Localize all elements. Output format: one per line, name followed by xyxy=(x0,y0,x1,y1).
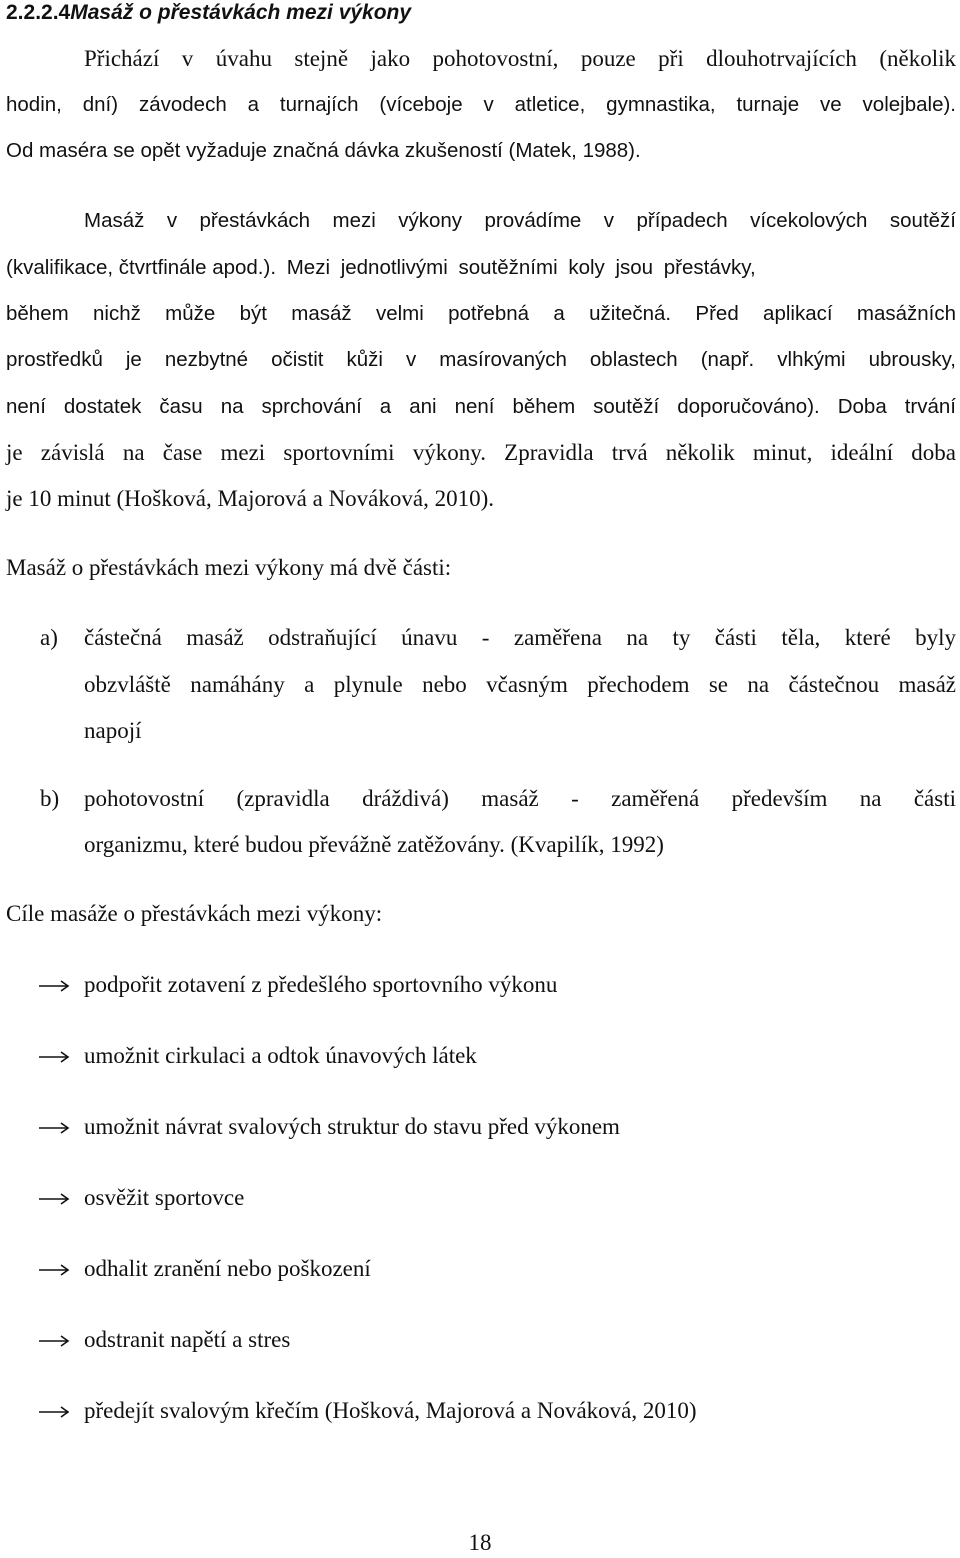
paragraph-2-line-6: je závislá na čase mezi sportovními výkony. Zpravidla trvá několik minut, ideální doba xyxy=(6,440,956,465)
paragraph-1-line-3: Od maséra se opět vyžaduje značná dávka zkušeností (Matek, 1988). xyxy=(6,139,641,162)
section-number: 2.2.2.4 xyxy=(6,1,71,24)
paragraph-2-line-1: Masáž v přestávkách mezi výkony provádíme v případech vícekolových soutěží xyxy=(84,209,956,232)
right-arrow-icon xyxy=(38,1334,70,1348)
page-number: 18 xyxy=(468,1530,492,1555)
right-arrow-icon xyxy=(38,1405,70,1419)
goals-intro: Cíle masáže o přestávkách mezi výkony: xyxy=(6,901,383,926)
goal-item-4: osvěžit sportovce xyxy=(84,1185,245,1210)
list-item-a-marker: a) xyxy=(40,625,58,650)
list-item-b-line-1: pohotovostní (zpravidla dráždivá) masáž - zaměřená především na části xyxy=(84,786,956,811)
right-arrow-icon xyxy=(38,1121,70,1135)
paragraph-2-line-7: je 10 minut (Hošková, Majorová a Nováková, 2010). xyxy=(6,486,495,511)
right-arrow-icon xyxy=(38,1050,70,1064)
parts-intro: Masáž o přestávkách mezi výkony má dvě části: xyxy=(6,555,452,580)
right-arrow-icon xyxy=(38,979,70,993)
list-item-a-line-3: napojí xyxy=(84,718,142,743)
list-item-b-marker: b) xyxy=(40,786,60,811)
goal-item-1: podpořit zotavení z předešlého sportovního výkonu xyxy=(84,972,558,997)
goal-item-2: umožnit cirkulaci a odtok únavových látek xyxy=(84,1043,477,1068)
goal-item-3: umožnit návrat svalových struktur do stavu před výkonem xyxy=(84,1114,620,1139)
paragraph-2-line-5: není dostatek času na sprchování a ani není během soutěží doporučováno). Doba trvání xyxy=(6,395,956,418)
paragraph-2-line-2-end: Mezi jednotlivými soutěžními koly jsou přestávky, xyxy=(276,256,756,279)
paragraph-2-line-4: prostředků je nezbytné očistit kůži v masírovaných oblastech (např. vlhkými ubrousky, xyxy=(6,348,956,371)
goal-item-7: předejít svalovým křečím (Hošková, Majorová a Nováková, 2010) xyxy=(84,1398,697,1423)
paragraph-1-line-2: hodin, dní) závodech a turnajích (víceboje v atletice, gymnastika, turnaje ve volejbale). xyxy=(6,93,956,116)
paragraph-1-line-1: Přichází v úvahu stejně jako pohotovostní, pouze při dlouhotrvajících (několik xyxy=(84,46,956,71)
right-arrow-icon xyxy=(38,1192,70,1206)
section-heading xyxy=(6,0,956,28)
goal-item-6: odstranit napětí a stres xyxy=(84,1327,291,1352)
list-item-a-line-1: částečná masáž odstraňující únavu - zaměřena na ty části těla, které byly xyxy=(84,625,956,650)
list-item-a-line-2: obzvláště namáhány a plynule nebo včasným přechodem se na částečnou masáž xyxy=(84,672,956,697)
paragraph-2-line-3: během nichž může být masáž velmi potřebná a užitečná. Před aplikací masážních xyxy=(6,302,956,325)
list-item-b-line-2: organizmu, které budou převážně zatěžovány. (Kvapilík, 1992) xyxy=(84,832,664,857)
paragraph-2-line-2-start: (kvalifikace, čtvrtfinále apod.). xyxy=(6,256,277,279)
paragraph-2-line-2 xyxy=(6,252,956,283)
section-title: Masáž o přestávkách mezi výkony xyxy=(70,1,412,24)
right-arrow-icon xyxy=(38,1263,70,1277)
goal-item-5: odhalit zranění nebo poškození xyxy=(84,1256,371,1281)
